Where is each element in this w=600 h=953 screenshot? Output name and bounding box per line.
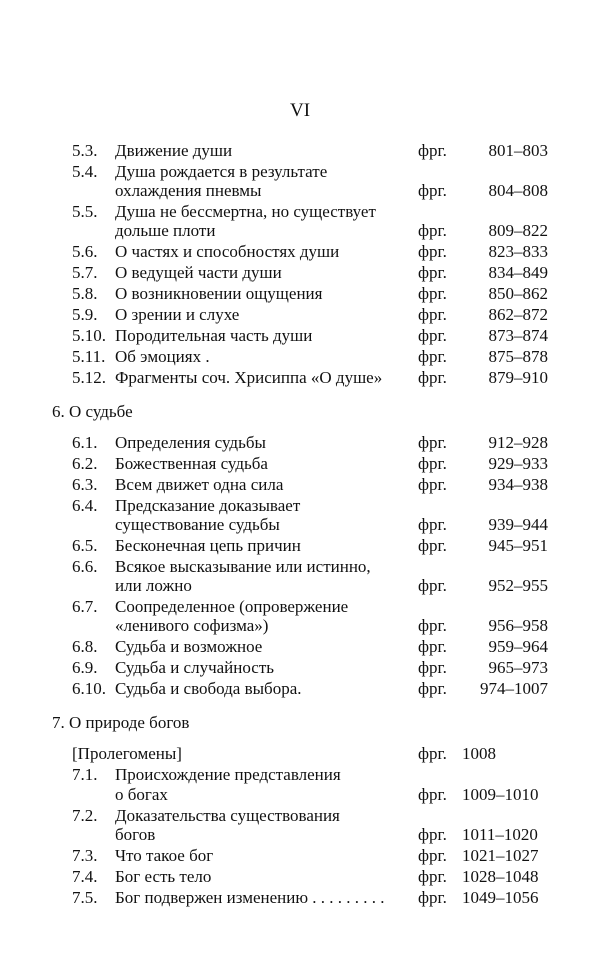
entry-range: 974–1007 [480, 679, 548, 698]
entry-title: Судьба и случайность [115, 658, 275, 677]
entry-title: Бесконечная цепь причин [115, 536, 301, 555]
entry-number: 7.3. [72, 846, 98, 865]
entry-frg: фрг. [418, 263, 447, 282]
entry-title: Судьба и свобода выбора. [115, 679, 302, 698]
entry-number: 7.1. [72, 765, 98, 784]
page-number: VI [289, 100, 311, 121]
entry-frg: фрг. [418, 616, 447, 635]
entry-title: Движение души [115, 141, 233, 160]
entry-range: 929–933 [488, 454, 548, 473]
entry-title: Об эмоциях . [115, 347, 210, 366]
entry-range: 834–849 [488, 263, 548, 282]
entry-title: Соопределенное (опровержение [115, 597, 349, 616]
entry-number: 5.7. [72, 263, 98, 282]
entry-range: 1049–1056 [462, 888, 539, 907]
entry-frg: фрг. [418, 536, 447, 555]
entry-frg: фрг. [418, 305, 447, 324]
entry-number: 5.6. [72, 242, 98, 261]
entry-title: О возникновении ощущения [115, 284, 323, 303]
entry-frg: фрг. [418, 141, 447, 160]
entry-frg: фрг. [418, 454, 447, 473]
entry-range: 862–872 [488, 305, 548, 324]
entry-frg: фрг. [418, 242, 447, 261]
entry-number: 7.2. [72, 806, 98, 825]
entry-number: 7.5. [72, 888, 98, 907]
entry-frg: фрг. [418, 744, 447, 763]
entry-title: О частях и способностях души [115, 242, 340, 261]
entry-title: Божественная судьба [115, 454, 268, 473]
entry-range: 952–955 [488, 576, 548, 595]
entry-frg: фрг. [418, 576, 447, 595]
entry-title: Всем движет одна сила [115, 475, 284, 494]
entry-frg: фрг. [418, 284, 447, 303]
entry-title-cont: охлаждения пневмы [115, 181, 262, 200]
entry-title-cont: богов [115, 825, 156, 844]
section-heading: 7. О природе богов [52, 713, 190, 732]
entry-number: 6.1. [72, 433, 98, 452]
entry-number: 5.11. [72, 347, 106, 366]
entry-title-cont: «ленивого софизма») [115, 616, 269, 635]
entry-range: 1021–1027 [462, 846, 539, 865]
entry-title-cont: дольше плоти [115, 221, 216, 240]
entry-frg: фрг. [418, 433, 447, 452]
entry-range: 934–938 [488, 475, 548, 494]
entry-title: Фрагменты соч. Хрисиппа «О душе» [115, 368, 383, 387]
entry-range: 939–944 [488, 515, 548, 534]
entry-number: 6.3. [72, 475, 98, 494]
entry-range: 823–833 [488, 242, 548, 261]
entry-number: 6.2. [72, 454, 98, 473]
entry-number: 5.5. [72, 202, 98, 221]
entry-number: 6.5. [72, 536, 98, 555]
entry-frg: фрг. [418, 221, 447, 240]
entry-range: 1011–1020 [462, 825, 538, 844]
entry-number: 5.9. [72, 305, 98, 324]
entry-range: 809–822 [488, 221, 548, 240]
entry-number: 5.3. [72, 141, 98, 160]
entry-number: 5.4. [72, 162, 98, 181]
entry-range: 959–964 [488, 637, 548, 656]
entry-title-cont: о богах [115, 785, 168, 804]
entry-range: 875–878 [488, 347, 548, 366]
entry-number: 6.4. [72, 496, 98, 515]
entry-frg: фрг. [418, 181, 447, 200]
entry-frg: фрг. [418, 846, 447, 865]
entry-range: 1009–1010 [462, 785, 539, 804]
entry-title-cont: или ложно [115, 576, 192, 595]
entry-title: Душа не бессмертна, но существует [115, 202, 376, 221]
entry-title-cont: существование судьбы [115, 515, 280, 534]
entry-number: 7.4. [72, 867, 98, 886]
entry-range: 956–958 [488, 616, 548, 635]
entry-range: 879–910 [488, 368, 548, 387]
entry-number: 6.8. [72, 637, 98, 656]
entry-number: 5.12. [72, 368, 106, 387]
entry-frg: фрг. [418, 347, 447, 366]
entry-frg: фрг. [418, 515, 447, 534]
entry-frg: фрг. [418, 888, 447, 907]
entry-range: 873–874 [488, 326, 548, 345]
entry-range: 1028–1048 [462, 867, 539, 886]
entry-title: Всякое высказывание или истинно, [115, 557, 371, 576]
entry-frg: фрг. [418, 326, 447, 345]
entry-range: 1008 [462, 744, 496, 763]
entry-range: 912–928 [488, 433, 548, 452]
entry-frg: фрг. [418, 785, 447, 804]
entry-range: 804–808 [488, 181, 548, 200]
entry-frg: фрг. [418, 825, 447, 844]
entry-number: 5.8. [72, 284, 98, 303]
entry-range: 945–951 [488, 536, 548, 555]
entry-range: 850–862 [488, 284, 548, 303]
entry-title: Определения судьбы [115, 433, 266, 452]
entry-frg: фрг. [418, 867, 447, 886]
entry-title: Происхождение представления [115, 765, 341, 784]
entry-number: 6.7. [72, 597, 98, 616]
entry-number: 5.10. [72, 326, 106, 345]
entry-title: Что такое бог [115, 846, 214, 865]
entry-title: О ведущей части души [115, 263, 282, 282]
entry-title: Предсказание доказывает [115, 496, 301, 515]
entry-title: Бог есть тело [115, 867, 212, 886]
entry-range: 965–973 [488, 658, 548, 677]
entry-frg: фрг. [418, 679, 447, 698]
entry-title: Бог подвержен изменению . . . . . . . . . [115, 888, 385, 907]
entry-number: 6.6. [72, 557, 98, 576]
entry-frg: фрг. [418, 368, 447, 387]
entry-range: 801–803 [488, 141, 548, 160]
entry-frg: фрг. [418, 637, 447, 656]
entry-frg: фрг. [418, 475, 447, 494]
entry-title: О зрении и слухе [115, 305, 240, 324]
section-heading: 6. О судьбе [52, 402, 133, 421]
entry-number: 6.9. [72, 658, 98, 677]
entry-title: Душа рождается в результате [115, 162, 328, 181]
entry-number: 6.10. [72, 679, 106, 698]
entry-title: [Пролегомены] [72, 744, 182, 763]
entry-title: Судьба и возможное [115, 637, 263, 656]
entry-title: Породительная часть души [115, 326, 313, 345]
entry-frg: фрг. [418, 658, 447, 677]
entry-title: Доказательства существования [115, 806, 340, 825]
